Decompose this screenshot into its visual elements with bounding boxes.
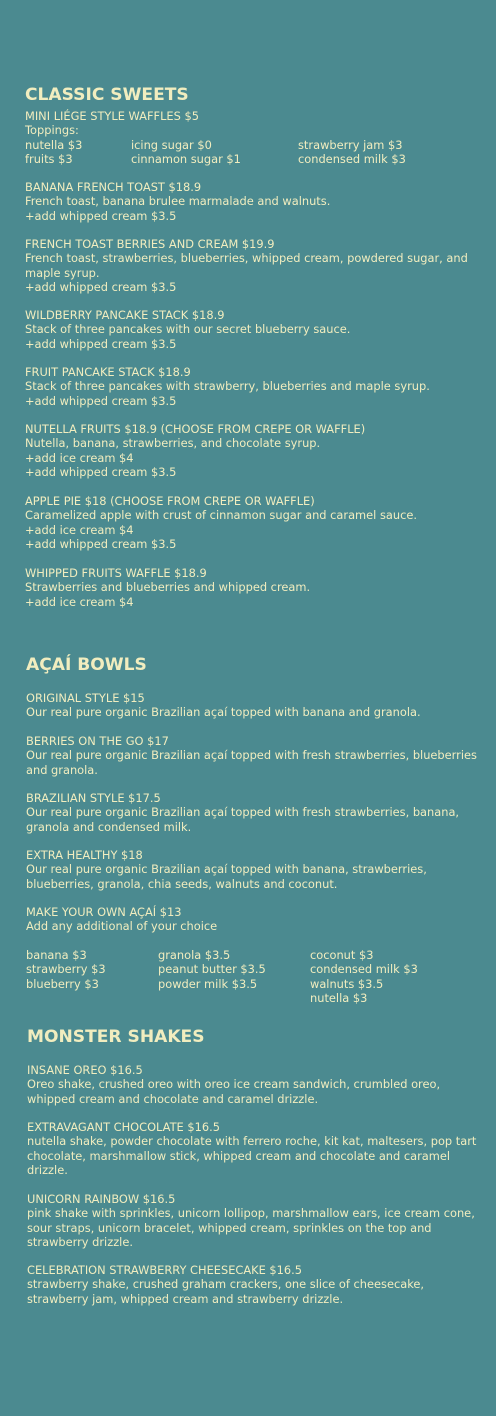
- item-description: Caramelized apple with crust of cinnamon sugar and caramel sauce.: [25, 508, 417, 523]
- item-description: Our real pure organic Brazilian açaí topped with fresh strawberries, blueberries and granola.: [26, 748, 477, 777]
- item-name: NUTELLA FRUITS $18.9 (CHOOSE FROM CREPE OR WAFFLE): [25, 422, 366, 436]
- item-addon: +add whipped cream $3.5: [25, 393, 177, 408]
- item-description: Nutella, banana, strawberries, and chocolate syrup.: [25, 436, 321, 451]
- item-name: FRUIT PANCAKE STACK $18.9: [25, 365, 191, 379]
- item-name: UNICORN RAINBOW $16.5: [27, 1192, 176, 1206]
- menu-item: [27, 1192, 487, 1249]
- acai-option: blueberry $3: [26, 976, 99, 991]
- item-name: MINI LIÉGE STYLE WAFFLES $5: [25, 109, 199, 123]
- item-name: FRENCH TOAST BERRIES AND CREAM $19.9: [25, 237, 275, 251]
- acai-option: condensed milk $3: [310, 962, 418, 977]
- item-addon: +add whipped cream $3.5: [25, 336, 177, 351]
- acai-options-grid: [26, 948, 486, 1005]
- item-description: Our real pure organic Brazilian açaí topped with banana and granola.: [26, 705, 421, 720]
- item-addon: +add whipped cream $3.5: [25, 208, 177, 223]
- menu-item: [26, 734, 486, 777]
- topping: fruits $3: [25, 151, 73, 166]
- item-description: Our real pure organic Brazilian açaí topped with banana, strawberries, blueberries, granola, chia seeds, walnuts and coconut.: [26, 862, 427, 891]
- item-name: MAKE YOUR OWN AÇAÍ $13: [26, 905, 182, 919]
- toppings-grid: [25, 138, 485, 167]
- item-name: CELEBRATION STRAWBERRY CHEESECAKE $16.5: [27, 1263, 303, 1277]
- acai-option: nutella $3: [310, 990, 368, 1005]
- item-description: Stack of three pancakes with strawberry, blueberries and maple syrup.: [25, 379, 430, 394]
- menu-item: [25, 180, 485, 223]
- item-addon: +add ice cream $4: [25, 450, 134, 465]
- acai-option-empty: [158, 991, 310, 1005]
- menu-item: [25, 494, 485, 551]
- classic-sweets-heading: CLASSIC SWEETS: [25, 85, 189, 106]
- item-description: French toast, banana brulee marmalade and walnuts.: [25, 194, 331, 209]
- item-name: WHIPPED FRUITS WAFFLE $18.9: [25, 566, 207, 580]
- topping: strawberry jam $3: [298, 137, 403, 152]
- menu-item: [25, 365, 485, 408]
- item-description: pink shake with sprinkles, unicorn lollipop, marshmallow ears, ice cream cone, sour straps, unicorn bracelet, whipped cream, sprinkles on the top and strawberry drizzle.: [27, 1206, 475, 1249]
- item-addon: +add ice cream $4: [25, 522, 134, 537]
- item-description: strawberry shake, crushed graham crackers, one slice of cheesecake, strawberry jam, whipped cream and strawberry drizzle.: [27, 1277, 425, 1306]
- item-description: Strawberries and blueberries and whipped cream.: [25, 580, 311, 595]
- acai-option: walnuts $3.5: [310, 976, 384, 991]
- item-description: French toast, strawberries, blueberries, whipped cream, powdered sugar, and maple syrup.: [25, 251, 468, 280]
- item-addon: +add whipped cream $3.5: [25, 536, 177, 551]
- item-name: BERRIES ON THE GO $17: [26, 734, 169, 748]
- topping: nutella $3: [25, 137, 83, 152]
- topping: icing sugar $0: [131, 137, 212, 152]
- toppings-label: Toppings:: [25, 123, 79, 138]
- menu-item: [26, 791, 486, 834]
- item-name: EXTRAVAGANT CHOCOLATE $16.5: [27, 1120, 220, 1134]
- item-name: BRAZILIAN STYLE $17.5: [26, 791, 161, 805]
- menu-item-mini-waffles: [25, 109, 485, 166]
- item-addon: +add whipped cream $3.5: [25, 464, 177, 479]
- item-name: WILDBERRY PANCAKE STACK $18.9: [25, 308, 225, 322]
- item-description: nutella shake, powder chocolate with ferrero roche, kit kat, maltesers, pop tart chocolate, marshmallow stick, whipped cream and chocolate and caramel drizzle.: [27, 1134, 477, 1177]
- item-addon: +add whipped cream $3.5: [25, 279, 177, 294]
- menu-item: [26, 691, 486, 720]
- topping: cinnamon sugar $1: [131, 151, 241, 166]
- item-description: Our real pure organic Brazilian açaí topped with fresh strawberries, banana, granola and condensed milk.: [26, 805, 460, 834]
- topping: condensed milk $3: [298, 151, 406, 166]
- menu-item: [27, 1063, 487, 1106]
- menu-item: [25, 422, 485, 479]
- menu-item: [25, 308, 485, 351]
- acai-option: banana $3: [26, 948, 87, 962]
- acai-option: coconut $3: [310, 948, 374, 962]
- item-name: BANANA FRENCH TOAST $18.9: [25, 180, 202, 194]
- monster-shakes-heading: MONSTER SHAKES: [27, 1027, 205, 1048]
- menu-item: [27, 1263, 487, 1306]
- item-description: Stack of three pancakes with our secret blueberry sauce.: [25, 322, 351, 337]
- acai-option: strawberry $3: [26, 962, 106, 977]
- menu-item: [25, 566, 485, 609]
- menu-item: [25, 237, 485, 294]
- acai-option-empty: [26, 991, 158, 1005]
- acai-option: granola $3.5: [158, 948, 231, 962]
- menu-item-make-your-own: [26, 905, 486, 934]
- item-name: APPLE PIE $18 (CHOOSE FROM CREPE OR WAFFLE): [25, 494, 315, 508]
- item-description: Oreo shake, crushed oreo with oreo ice cream sandwich, crumbled oreo, whipped cream and chocolate and caramel drizzle.: [27, 1077, 441, 1106]
- item-description: Add any additional of your choice: [26, 919, 218, 934]
- menu-item: [26, 848, 486, 891]
- item-name: INSANE OREO $16.5: [27, 1063, 143, 1077]
- item-name: ORIGINAL STYLE $15: [26, 691, 145, 705]
- acai-option: peanut butter $3.5: [158, 962, 266, 977]
- menu-item: [27, 1120, 487, 1177]
- acai-option: powder milk $3.5: [158, 976, 258, 991]
- item-addon: +add ice cream $4: [25, 594, 134, 609]
- acai-bowls-heading: AÇAÍ BOWLS: [26, 655, 147, 676]
- item-name: EXTRA HEALTHY $18: [26, 848, 143, 862]
